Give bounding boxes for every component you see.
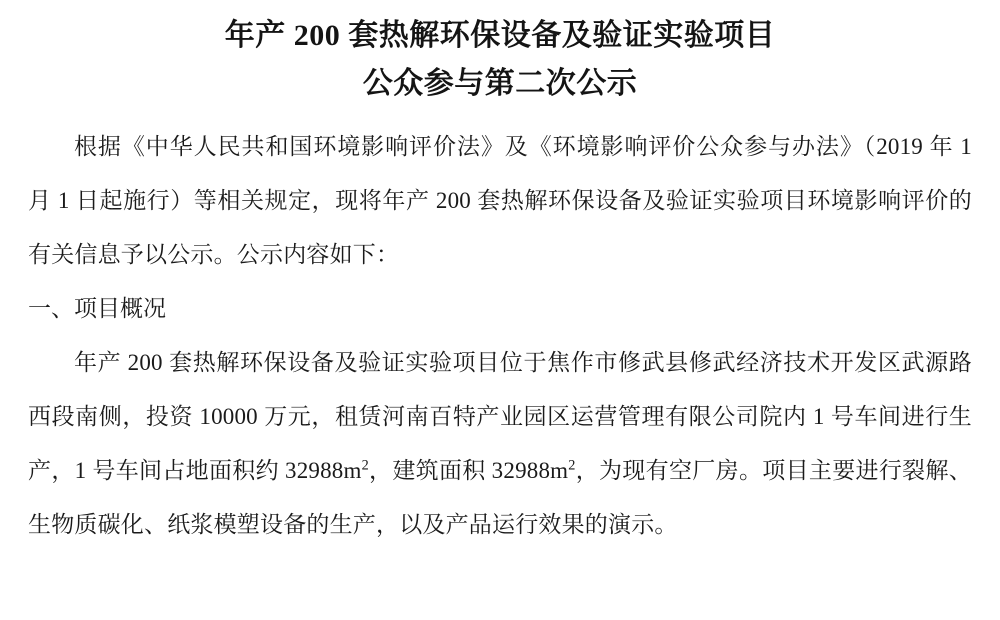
area-superscript-2: 2	[568, 457, 576, 474]
overview-text-part-3: ，为现有空厂房。项目主要进行裂解、生物质碳化、纸浆模塑设备的生产，以及产品运行效果的演示。	[28, 458, 972, 537]
overview-text-part-2: ，建筑面积 32988m	[368, 458, 569, 483]
project-overview-paragraph	[28, 336, 972, 552]
section-heading-project-overview: 一、项目概况	[28, 296, 166, 321]
overview-text-part-1: 年产 200 套热解环保设备及验证实验项目位于焦作市修武县修武经济技术开发区武源路西段南侧，投资 10000 万元，租赁河南百特产业园区运营管理有限公司院内 1 号车间进行生产，1 号车间占地面积约 32988m	[28, 350, 972, 483]
intro-paragraph: 根据《中华人民共和国环境影响评价法》及《环境影响评价公众参与办法》（2019 年 1 月 1 日起施行）等相关规定，现将年产 200 套热解环保设备及验证实验项目环境影响评价的有关信息予以公示。公示内容如下：	[28, 134, 972, 267]
area-superscript-1: 2	[361, 457, 369, 474]
page-title	[28, 12, 972, 108]
page-title-line-2: 公众参与第二次公示	[362, 67, 638, 100]
title-block	[28, 12, 972, 108]
page-title-line-1: 年产 200 套热解环保设备及验证实验项目	[224, 19, 776, 52]
